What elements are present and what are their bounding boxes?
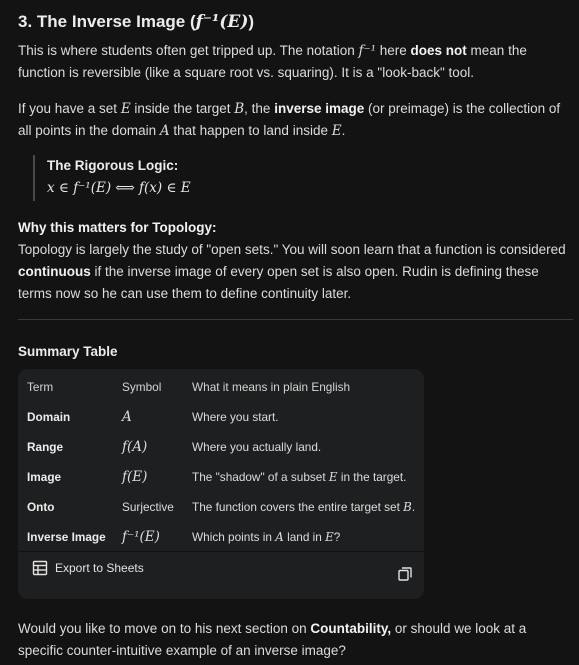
inline-math: A: [275, 530, 284, 544]
term-cell: Image: [27, 470, 62, 484]
header-meaning: What it means in plain English: [192, 380, 351, 394]
table-row: [27, 492, 415, 522]
inline-math: E: [325, 530, 334, 544]
text: mean the function is reversible (like a square root vs. squaring). It is a "look-back" tool.: [18, 43, 527, 80]
summary-table-title: Summary Table: [18, 344, 118, 359]
inline-math: B: [403, 500, 412, 514]
inline-math: E: [120, 101, 131, 117]
bold-text: inverse image: [274, 101, 365, 116]
summary-table: [27, 372, 415, 552]
header-term: Term: [27, 380, 54, 394]
inline-math: E: [328, 470, 338, 484]
text: , the: [244, 101, 275, 116]
paragraph-definition: [18, 98, 573, 142]
meaning-cell: Where you actually land.: [192, 440, 322, 454]
blockquote-label: The Rigorous Logic:: [47, 158, 179, 173]
copy-icon: [398, 567, 412, 581]
section-heading: [18, 10, 254, 34]
heading-text: 3. The Inverse Image (: [18, 12, 196, 31]
heading-text-end: ): [248, 12, 255, 31]
closing-paragraph: [18, 618, 573, 662]
text: (or preimage) is the collection of all points in the domain: [18, 101, 561, 138]
text: inside the target: [130, 101, 235, 116]
symbol-cell: [122, 462, 192, 492]
meaning-cell: [192, 492, 415, 522]
symbol-cell: [122, 402, 192, 432]
text: The function covers the entire target set: [192, 500, 404, 514]
topology-heading: Why this matters for Topology:: [18, 220, 217, 235]
text: land in: [283, 530, 326, 544]
term-cell: Onto: [27, 500, 55, 514]
header-symbol: Symbol: [122, 380, 162, 394]
bold-text: does not: [410, 43, 467, 58]
table-row: [27, 522, 415, 552]
bold-text: Countability,: [310, 621, 392, 636]
term-cell: Inverse Image: [27, 530, 106, 544]
text: Would you like to move on to his next section on: [18, 621, 311, 636]
logic-formula: x ∈ f⁻¹(E) ⟺ f(x) ∈ E: [47, 180, 191, 196]
text: .: [411, 500, 416, 514]
term-cell: Range: [27, 440, 64, 454]
divider: [18, 319, 573, 320]
term-cell: Domain: [27, 410, 71, 424]
topology-section: [18, 217, 573, 305]
text: in the target.: [337, 470, 407, 484]
symbol-math: f(E): [122, 469, 148, 485]
export-to-sheets-button[interactable]: [32, 557, 144, 579]
table-row: [27, 462, 415, 492]
inline-math: A: [159, 123, 170, 139]
text: Topology is largely the study of "open sets." You will soon learn that a function is considered: [18, 242, 566, 257]
copy-table-button[interactable]: [398, 566, 412, 588]
text: If you have a set: [18, 101, 121, 116]
bold-text: continuous: [18, 264, 91, 279]
text: The "shadow" of a subset: [192, 470, 329, 484]
text: .: [341, 123, 346, 138]
paragraph-notation: [18, 40, 573, 84]
text: This is where students often get tripped up. The notation: [18, 43, 359, 58]
table-header-row: [27, 372, 415, 402]
text: ?: [333, 530, 341, 544]
rigorous-logic-blockquote: [33, 155, 191, 201]
heading-math: f⁻¹(E): [195, 12, 249, 32]
symbol-cell: [122, 432, 192, 462]
symbol-math: A: [122, 409, 132, 425]
text: that happen to land inside: [169, 123, 332, 138]
symbol-cell: Surjective: [122, 500, 174, 514]
text: here: [376, 43, 411, 58]
inline-math: E: [331, 123, 342, 139]
table-row: [27, 432, 415, 462]
summary-table-card: [18, 369, 424, 599]
sheets-grid-icon: [32, 560, 48, 576]
inline-math: f⁻¹: [358, 43, 377, 59]
table-footer-divider: [18, 551, 424, 552]
inline-math: B: [234, 101, 245, 117]
symbol-cell: [122, 522, 192, 552]
meaning-cell: [192, 462, 415, 492]
export-label: Export to Sheets: [55, 561, 144, 575]
symbol-math: f(A): [122, 439, 148, 455]
text: or should we look at a specific counter-intuitive example of an inverse image?: [18, 621, 527, 658]
table-row: [27, 402, 415, 432]
text: Which points in: [192, 530, 276, 544]
meaning-cell: Where you start.: [192, 410, 279, 424]
symbol-math: f⁻¹(E): [122, 529, 160, 545]
meaning-cell: [192, 522, 415, 552]
text: if the inverse image of every open set is also open. Rudin is defining these terms now so he can use them to define continuity later.: [18, 264, 539, 301]
